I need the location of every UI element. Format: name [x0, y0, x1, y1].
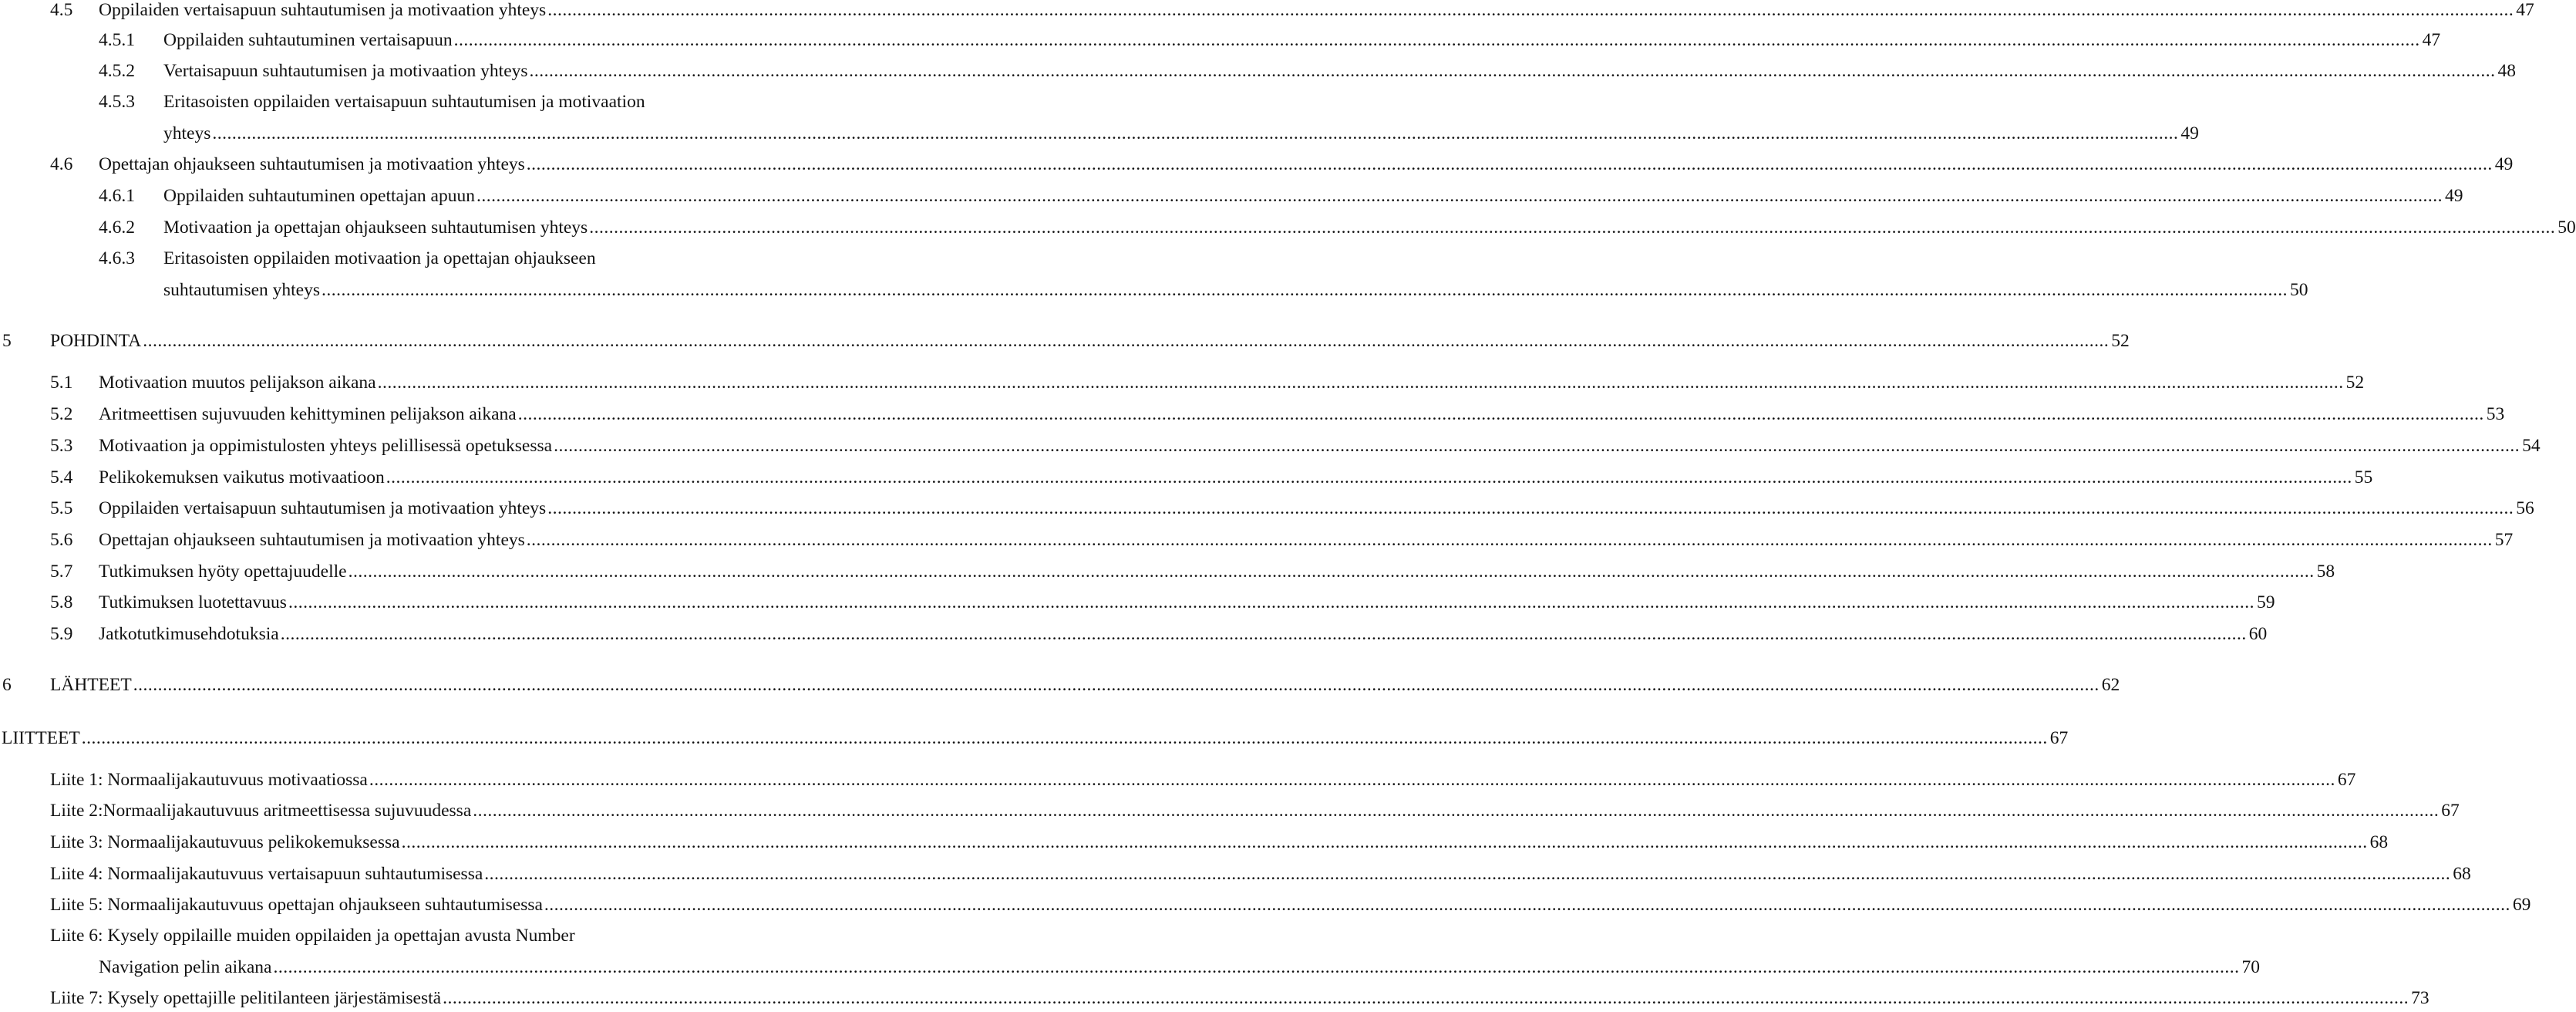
- toc-entry-title: Aritmeettisen sujuvuuden kehittyminen pelijakson aikana: [99, 404, 517, 424]
- toc-entry-title: Vertaisapuun suhtautumisen ja motivaation yhteys: [163, 61, 528, 81]
- dot-leader: ................................................................................................................................................................................................................................................................................................................................................................................................................: [348, 562, 2315, 582]
- dot-leader: ................................................................................................................................................................................................................................................................................................................................................................................................................: [443, 988, 2409, 1008]
- toc-entry-page: 49: [2444, 186, 2463, 206]
- toc-entry-page: 58: [2316, 562, 2335, 582]
- toc-entry-title: Oppilaiden vertaisapuun suhtautumisen ja motivaation yhteys: [99, 498, 547, 518]
- toc-entry: [0, 432, 2541, 460]
- toc-entry-title: Pelikokemuksen vaikutus motivaatioon: [99, 467, 385, 487]
- dot-leader: ................................................................................................................................................................................................................................................................................................................................................................................................................: [401, 832, 2368, 852]
- toc-entry-title: Liite 7: Kysely opettajille pelitilanteen järjestämisestä: [50, 988, 442, 1008]
- toc-entry: [0, 245, 740, 272]
- toc-entry-number: 5.3: [50, 436, 73, 456]
- toc-entry-title: Liite 3: Normaalijakautuvuus pelikokemuksessa: [50, 832, 400, 852]
- toc-entry-number: 5.5: [50, 498, 73, 518]
- toc-entry-title: Oppilaiden suhtautuminen opettajan apuun: [163, 186, 475, 206]
- dot-leader: ................................................................................................................................................................................................................................................................................................................................................................................................................: [517, 404, 2484, 424]
- toc-entry-title: Navigation pelin aikana: [99, 957, 272, 977]
- toc-entry: [0, 724, 2069, 752]
- toc-entry-number: 5.8: [50, 592, 73, 612]
- toc-entry-page: 49: [2494, 154, 2514, 174]
- toc-entry: [0, 0, 2534, 24]
- toc-entry-title: Motivaation ja oppimistulosten yhteys pelillisessä opetuksessa: [99, 436, 553, 456]
- toc-entry-title: Oppilaiden vertaisapuun suhtautumisen ja motivaation yhteys: [99, 0, 547, 20]
- toc-entry-title: Tutkimuksen hyöty opettajuudelle: [99, 562, 347, 582]
- toc-entry: [0, 953, 2260, 981]
- toc-entry-number: 5.9: [50, 624, 73, 644]
- toc-entry: [0, 57, 2517, 85]
- dot-leader: ................................................................................................................................................................................................................................................................................................................................................................................................................: [589, 218, 2556, 238]
- toc-entry-page: 68: [2369, 832, 2389, 852]
- toc-entry-title: Eritasoisten oppilaiden motivaation ja opettajan ohjaukseen: [163, 248, 596, 268]
- toc-entry-page: 52: [2111, 331, 2130, 351]
- dot-leader: ................................................................................................................................................................................................................................................................................................................................................................................................................: [547, 498, 2514, 518]
- toc-entry: [0, 922, 740, 950]
- toc-entry: [0, 400, 2505, 428]
- toc-entry-number: 4.6: [50, 154, 73, 174]
- toc-entry-page: 70: [2241, 957, 2260, 977]
- toc-entry-number: 5.1: [50, 373, 73, 393]
- toc-entry-page: 57: [2494, 530, 2514, 550]
- dot-leader: ................................................................................................................................................................................................................................................................................................................................................................................................................: [386, 467, 2352, 487]
- dot-leader: ................................................................................................................................................................................................................................................................................................................................................................................................................: [81, 728, 2048, 748]
- toc-entry-title: Motivaation ja opettajan ohjaukseen suhtautumisen yhteys: [163, 218, 588, 238]
- toc-entry-title: Opettajan ohjaukseen suhtautumisen ja motivaation yhteys: [99, 154, 525, 174]
- toc-entry-title: Tutkimuksen luotettavuus: [99, 592, 287, 612]
- dot-leader: ................................................................................................................................................................................................................................................................................................................................................................................................................: [212, 123, 2179, 143]
- dot-leader: ................................................................................................................................................................................................................................................................................................................................................................................................................: [526, 154, 2493, 174]
- toc-entry-number: 6: [2, 675, 12, 695]
- toc-entry-title: Jatkotutkimusehdotuksia: [99, 624, 279, 644]
- toc-entry: [0, 369, 2365, 396]
- toc-entry-number: 5.6: [50, 530, 73, 550]
- toc-entry: [0, 828, 2389, 856]
- toc-entry-page: 67: [2337, 770, 2356, 790]
- toc-entry-page: 52: [2345, 373, 2365, 393]
- toc-entry: [0, 620, 2268, 648]
- toc-entry: [0, 766, 2356, 794]
- toc-entry-page: 50: [2290, 280, 2308, 300]
- dot-leader: ................................................................................................................................................................................................................................................................................................................................................................................................................: [554, 436, 2520, 456]
- dot-leader: ................................................................................................................................................................................................................................................................................................................................................................................................................: [143, 331, 2110, 351]
- toc-entry-number: 4.5.3: [99, 92, 135, 112]
- toc-entry-page: 60: [2248, 624, 2268, 644]
- toc-entry-page: 50: [2557, 218, 2576, 238]
- toc-entry-number: 5.7: [50, 562, 73, 582]
- toc-entry-title: Motivaation muutos pelijakson aikana: [99, 373, 376, 393]
- toc-entry-title: suhtautumisen yhteys: [163, 280, 320, 300]
- toc-entry-title: LIITTEET: [2, 728, 80, 748]
- toc-entry-page: 68: [2453, 864, 2471, 884]
- toc-entry: [0, 327, 2130, 355]
- toc-entry-title: Opettajan ohjaukseen suhtautumisen ja motivaation yhteys: [99, 530, 525, 550]
- toc-entry-title: Liite 5: Normaalijakautuvuus opettajan ohjaukseen suhtautumisessa: [50, 895, 543, 915]
- toc-entry-page: 53: [2486, 404, 2505, 424]
- dot-leader: ................................................................................................................................................................................................................................................................................................................................................................................................................: [484, 864, 2451, 884]
- toc-entry-page: 55: [2354, 467, 2373, 487]
- toc-entry: [0, 589, 2275, 616]
- toc-entry: [0, 88, 740, 116]
- toc-entry-number: 4.6.1: [99, 186, 135, 206]
- toc-entry-title: POHDINTA: [50, 331, 142, 351]
- toc-entry-title: Liite 1: Normaalijakautuvuus motivaatiossa: [50, 770, 368, 790]
- toc-entry: [0, 797, 2460, 825]
- toc-entry-page: 48: [2497, 61, 2517, 81]
- toc-entry-page: 67: [2049, 728, 2069, 748]
- dot-leader: ................................................................................................................................................................................................................................................................................................................................................................................................................: [280, 624, 2247, 644]
- dot-leader: ................................................................................................................................................................................................................................................................................................................................................................................................................: [453, 30, 2420, 50]
- toc-entry-number: 4.6.2: [99, 218, 135, 238]
- dot-leader: ................................................................................................................................................................................................................................................................................................................................................................................................................: [377, 373, 2344, 393]
- toc-entry: [0, 120, 2199, 147]
- toc-entry-title: Eritasoisten oppilaiden vertaisapuun suhtautumisen ja motivaation: [163, 92, 645, 112]
- dot-leader: ................................................................................................................................................................................................................................................................................................................................................................................................................: [473, 801, 2440, 821]
- toc-entry: [0, 984, 2430, 1012]
- dot-leader: ................................................................................................................................................................................................................................................................................................................................................................................................................: [547, 0, 2514, 20]
- toc-entry: [0, 26, 2441, 54]
- toc-entry-number: 4.5.1: [99, 30, 135, 50]
- dot-leader: ................................................................................................................................................................................................................................................................................................................................................................................................................: [369, 770, 2335, 790]
- toc-entry: [0, 182, 2463, 210]
- toc-entry: [0, 671, 2120, 699]
- toc-entry-title: yhteys: [163, 123, 211, 143]
- toc-entry-page: 47: [2516, 0, 2534, 20]
- toc-entry-page: 67: [2441, 801, 2460, 821]
- toc-entry-page: 49: [2180, 123, 2199, 143]
- toc-entry-title: Liite 4: Normaalijakautuvuus vertaisapuun suhtautumisessa: [50, 864, 483, 884]
- toc-entry: [0, 891, 2531, 919]
- toc-entry-title: Liite 2:Normaalijakautuvuus aritmeettisessa sujuvuudessa: [50, 801, 472, 821]
- toc-entry: [0, 860, 2471, 888]
- toc-entry: [0, 214, 2576, 241]
- toc-entry-page: 59: [2256, 592, 2275, 612]
- toc-entry: [0, 558, 2335, 585]
- toc-entry-page: 56: [2516, 498, 2534, 518]
- toc-entry-page: 47: [2422, 30, 2441, 50]
- toc-entry-page: 73: [2411, 988, 2430, 1008]
- dot-leader: ................................................................................................................................................................................................................................................................................................................................................................................................................: [544, 895, 2510, 915]
- dot-leader: ................................................................................................................................................................................................................................................................................................................................................................................................................: [273, 957, 2240, 977]
- dot-leader: ................................................................................................................................................................................................................................................................................................................................................................................................................: [526, 530, 2493, 550]
- toc-entry-page: 62: [2101, 675, 2120, 695]
- dot-leader: ................................................................................................................................................................................................................................................................................................................................................................................................................: [133, 675, 2100, 695]
- toc-entry-title: Liite 6: Kysely oppilaille muiden oppilaiden ja opettajan avusta Number: [50, 926, 575, 946]
- toc-entry: [0, 494, 2534, 522]
- dot-leader: ................................................................................................................................................................................................................................................................................................................................................................................................................: [288, 592, 2254, 612]
- toc-entry-number: 4.6.3: [99, 248, 135, 268]
- toc-entry-number: 5.2: [50, 404, 73, 424]
- toc-entry-page: 69: [2512, 895, 2531, 915]
- toc-entry: [0, 276, 2308, 304]
- toc-entry-number: 5.4: [50, 467, 73, 487]
- toc-entry-title: LÄHTEET: [50, 675, 132, 695]
- toc-entry: [0, 464, 2373, 491]
- toc-entry-number: 4.5.2: [99, 61, 135, 81]
- dot-leader: ................................................................................................................................................................................................................................................................................................................................................................................................................: [529, 61, 2496, 81]
- toc-entry-page: 54: [2522, 436, 2541, 456]
- toc-entry-title: Oppilaiden suhtautuminen vertaisapuun: [163, 30, 453, 50]
- toc-entry-number: 4.5: [50, 0, 73, 20]
- dot-leader: ................................................................................................................................................................................................................................................................................................................................................................................................................: [322, 280, 2288, 300]
- dot-leader: ................................................................................................................................................................................................................................................................................................................................................................................................................: [476, 186, 2443, 206]
- toc-entry: [0, 526, 2514, 554]
- toc-entry-number: 5: [2, 331, 12, 351]
- toc-entry: [0, 150, 2514, 178]
